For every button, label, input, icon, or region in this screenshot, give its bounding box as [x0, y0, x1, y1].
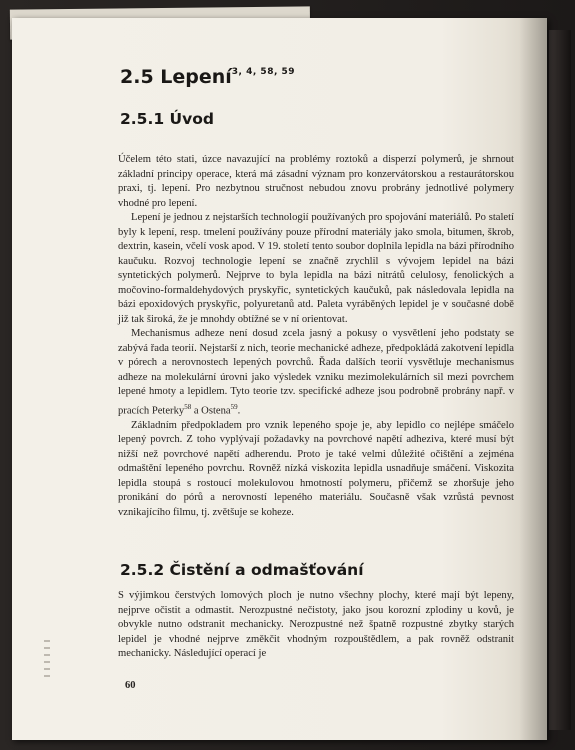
cleaning-text	[118, 589, 514, 662]
subsection-heading-intro: 2.5.1 Úvod	[120, 110, 214, 128]
page-number: 60	[125, 680, 136, 691]
citation-59: 59	[230, 402, 238, 411]
paragraph-text-and-ostena: a Ostena	[191, 405, 231, 417]
margin-marks	[44, 640, 50, 680]
subsection-heading-cleaning: 2.5.2 Čistění a odmašťování	[120, 561, 364, 579]
paragraph: Lepení je jednou z nejstarších technologií používaných pro spojování materiálů. Po staletí byly k lepení, resp. tmelení používány pouze přírodní materiály jako smola, bitumen, škrob, dextrin, kasein, včelí vosk apod. V 19. století tento soubor doplnila lepidla na bázi přírodního kaučuku. Rozvoj technologie lepení se značně zrychlil s vývojem lepidel na bázi syntetických polymerů. Nejprve to byla lepidla na bázi nitrátů celulosy, fenolických a močovino-formaldehydových pryskyřic, syntetických kaučuků, pak následovala lepidla na bázi epoxidových pryskyřic, polyuretanů atd. Paleta vyráběných lepidel je v současné době již tak široká, že je mnohdy obtížné se v ní orientovat.	[118, 212, 514, 325]
section-heading	[120, 66, 295, 88]
citation-58: 58	[184, 402, 192, 411]
paragraph: Základním předpokladem pro vznik lepeného spoje je, aby lepidlo co nejlépe smáčelo lepený povrch. Z toho vyplývají požadavky na povrchové napětí adheziva, které musí být nižší než povrchové napětí adherendu. Proto je také velmi důležité očištění a zejména odmaštění lepeného povrchu. Rovněž nízká viskozita lepidla usnadňuje smáčení. Viskozita lepidla stoupá s rostoucí molekulovou hmotností polymeru, přičemž se zhoršuje jeho pronikání do pórů a nerovností lepeného materiálu. Současně však vzrůstá pevnost vznikajícího filmu, tj. zvětšuje se koheze.	[118, 419, 514, 518]
paragraph: S výjimkou čerstvých lomových ploch je nutno všechny plochy, které mají být lepeny, nejprve očistit a odmastit. Nerozpustné nečistoty, jako jsou korozní zplodiny u kovů, je obvykle nutno odstranit mechanicky. Nerozpustné než špatně rozpustné zbytky starých lepidel je vhodné nejprve změkčit vhodným rozpouštědlem, a pak rovněž odstranit mechanicky. Následující operací je	[118, 590, 514, 659]
section-references: 3, 4, 58, 59	[231, 67, 296, 77]
paragraph-text: Mechanismus adheze není dosud zcela jasný a pokusy o vysvětlení jeho podstaty se zabývá řada teorií. Nejstarší z nich, teorie mechanické adheze, předpokládá zakotvení lepidla v pórech a nerovnostech lepených povrchů. Řada dalších teorií vysvětluje mechanismus adheze na molekulární úrovni jako výsledek vzniku mezimolekulárních sil mezi povrchem lepené hmoty a lepidlem. Tyto teorie tzv. specifické adheze jsou podrobně probrány např. v pracích Peterky	[118, 328, 514, 417]
intro-text	[118, 153, 514, 520]
book-spine-shadow	[549, 30, 571, 730]
paragraph-end: .	[237, 405, 241, 417]
section-title: 2.5 Lepení	[120, 66, 232, 88]
paragraph	[118, 327, 514, 419]
paragraph: Účelem této stati, úzce navazující na problémy roztoků a disperzí polymerů, je shrnout základní principy operace, která má zásadní význam pro konzervátorskou a restaurátorskou praxi, tj. lepení. Pro nezbytnou stručnost nebudou znovu probrány jednotlivé polymery vhodné pro lepení.	[118, 154, 514, 209]
